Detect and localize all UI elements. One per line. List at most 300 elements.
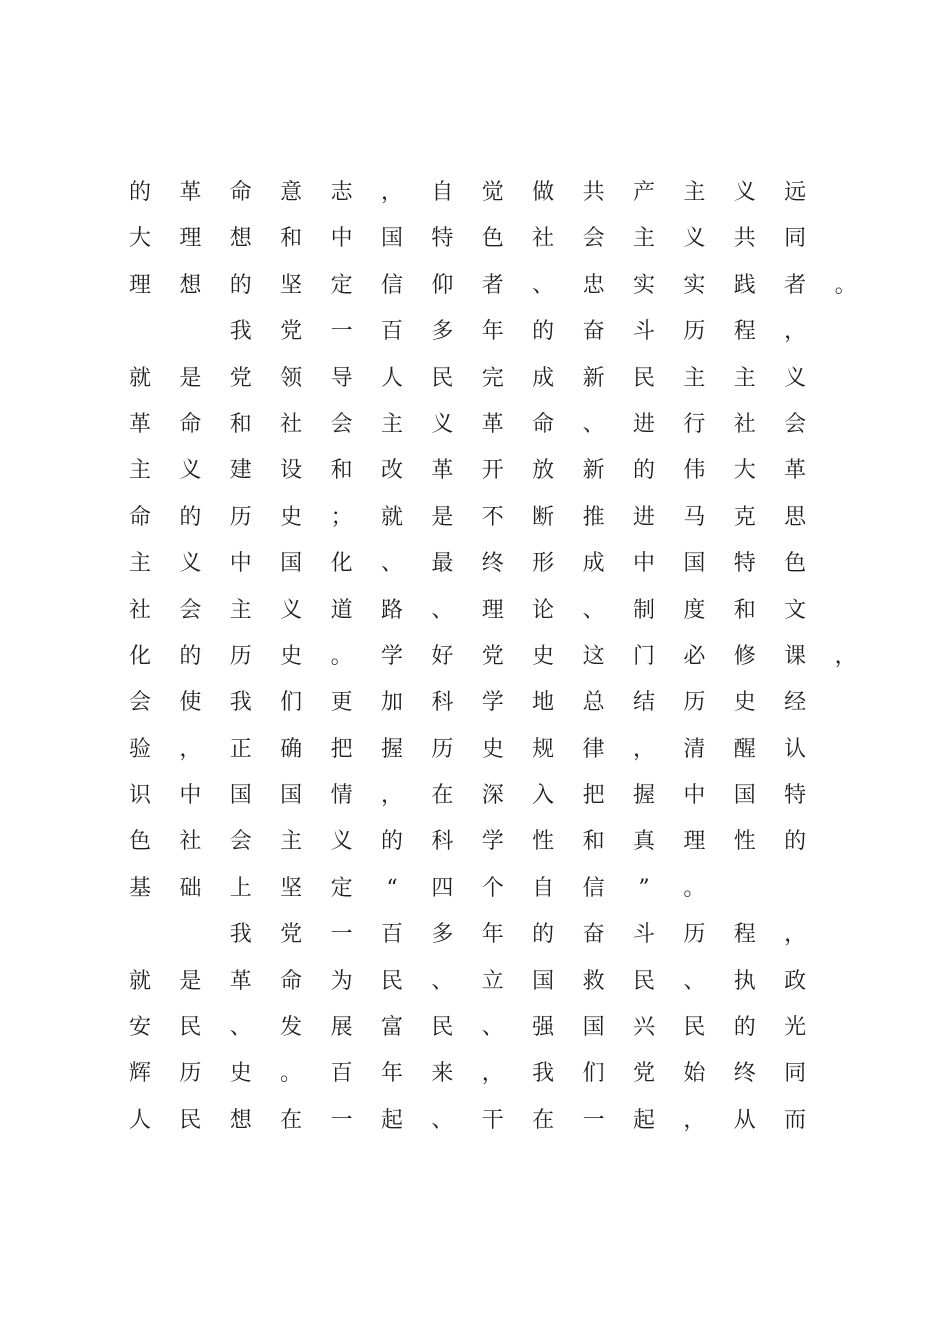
- text-char: 和: [330, 458, 353, 484]
- text-char: 光: [784, 1015, 807, 1041]
- text-char: 共: [733, 226, 756, 252]
- text-char: 年: [481, 319, 504, 345]
- text-char: 主: [128, 551, 151, 577]
- text-line: [130, 356, 850, 402]
- text-char: 中: [683, 783, 706, 809]
- text-char: 的: [179, 504, 202, 530]
- text-char: 、: [431, 968, 454, 994]
- text-char: 更: [330, 690, 353, 716]
- text-char: 奋: [582, 319, 605, 345]
- text-char: 国: [532, 968, 555, 994]
- text-char: 干: [481, 1107, 504, 1133]
- text-char: 多: [431, 319, 454, 345]
- text-char: 远: [784, 180, 807, 205]
- text-char: 党: [280, 922, 303, 948]
- text-char: 定: [330, 875, 353, 901]
- text-char: ”: [638, 875, 650, 901]
- text-line: [130, 588, 850, 634]
- text-char: 性: [733, 829, 756, 855]
- text-char: 主: [229, 597, 252, 623]
- text-char: 、: [431, 597, 454, 623]
- text-char: 百: [330, 1061, 353, 1087]
- text-char: 设: [280, 458, 303, 484]
- text-char: 主: [380, 411, 403, 437]
- text-char: 我: [229, 690, 252, 716]
- text-char: 主: [632, 226, 655, 252]
- text-char: 、: [532, 272, 555, 298]
- text-char: 握: [380, 736, 403, 762]
- text-char: 色: [128, 829, 151, 855]
- text-char: 历: [431, 736, 454, 762]
- text-char: 想: [179, 272, 202, 298]
- text-char: 觉: [481, 180, 504, 205]
- text-char: 四: [431, 875, 454, 901]
- text-char: 课: [784, 643, 807, 669]
- text-char: 会: [128, 690, 151, 716]
- text-char: 基: [128, 875, 151, 901]
- text-char: 党: [632, 1061, 655, 1087]
- text-char: 共: [582, 180, 605, 205]
- text-char: 百: [380, 319, 403, 345]
- text-char: 度: [683, 597, 706, 623]
- text-char: 我: [532, 1061, 555, 1087]
- text-char: 民: [179, 1107, 202, 1133]
- text-char: 而: [784, 1107, 807, 1133]
- text-char: 程: [733, 319, 756, 345]
- text-char: 的: [128, 180, 151, 205]
- text-char: 坚: [280, 875, 303, 901]
- text-char: 领: [280, 365, 303, 391]
- text-line: [130, 216, 850, 262]
- text-char: ，: [683, 1107, 706, 1133]
- text-char: 兴: [632, 1015, 655, 1041]
- text-char: 做: [532, 180, 555, 205]
- text-char: 民: [179, 1015, 202, 1041]
- text-char: 就: [380, 504, 403, 530]
- text-char: 坚: [280, 272, 303, 298]
- text-line: [130, 727, 850, 773]
- text-line: [130, 866, 850, 912]
- text-char: 加: [380, 690, 403, 716]
- text-char: 的: [632, 458, 655, 484]
- text-char: 。: [834, 272, 857, 298]
- text-char: 立: [481, 968, 504, 994]
- text-char: 、: [229, 1015, 252, 1041]
- text-char: 起: [380, 1107, 403, 1133]
- text-char: 大: [128, 226, 151, 252]
- text-char: 主: [683, 365, 706, 391]
- text-char: 、: [380, 551, 403, 577]
- text-char: 推: [582, 504, 605, 530]
- text-char: 主: [128, 458, 151, 484]
- text-char: 会: [582, 226, 605, 252]
- text-char: 地: [532, 690, 555, 716]
- text-char: 革: [481, 411, 504, 437]
- text-char: 强: [532, 1015, 555, 1041]
- text-char: 必: [683, 643, 706, 669]
- text-char: 执: [733, 968, 756, 994]
- text-char: 程: [733, 922, 756, 948]
- text-char: 克: [733, 504, 756, 530]
- text-line: [130, 309, 850, 355]
- text-char: 在: [280, 1107, 303, 1133]
- text-char: 马: [683, 504, 706, 530]
- text-char: 国: [733, 783, 756, 809]
- text-char: 革: [784, 458, 807, 484]
- text-char: 历: [229, 643, 252, 669]
- text-char: 把: [330, 736, 353, 762]
- text-char: 革: [179, 180, 202, 205]
- text-char: 信: [380, 272, 403, 298]
- text-char: 史: [733, 690, 756, 716]
- text-char: 导: [330, 365, 353, 391]
- text-char: 为: [330, 968, 353, 994]
- text-char: ；: [330, 504, 353, 530]
- text-char: 、: [481, 1015, 504, 1041]
- text-char: 中: [229, 551, 252, 577]
- text-char: 人: [128, 1107, 151, 1133]
- text-char: 门: [632, 643, 655, 669]
- text-char: 践: [733, 272, 756, 298]
- text-char: 自: [532, 875, 555, 901]
- text-char: 的: [229, 272, 252, 298]
- text-char: 命: [179, 411, 202, 437]
- text-char: 伟: [683, 458, 706, 484]
- text-char: 国: [380, 226, 403, 252]
- text-char: 完: [481, 365, 504, 391]
- text-char: 开: [481, 458, 504, 484]
- text-char: 实: [632, 272, 655, 298]
- text-char: 我: [229, 922, 252, 948]
- text-line: [130, 819, 850, 865]
- text-char: 国: [280, 783, 303, 809]
- text-char: 深: [481, 783, 504, 809]
- text-char: ，: [380, 783, 403, 809]
- text-char: 者: [481, 272, 504, 298]
- text-char: 理: [683, 829, 706, 855]
- text-line: [130, 1005, 850, 1051]
- text-char: 、: [582, 597, 605, 623]
- text-char: 富: [380, 1015, 403, 1041]
- text-char: 总: [582, 690, 605, 716]
- text-char: 科: [431, 829, 454, 855]
- text-char: 、: [431, 1107, 454, 1133]
- text-char: 是: [179, 365, 202, 391]
- text-char: ，: [380, 180, 403, 205]
- text-char: 最: [431, 551, 454, 577]
- text-char: 握: [632, 783, 655, 809]
- text-line: [130, 541, 850, 587]
- text-char: 行: [683, 411, 706, 437]
- text-char: ，: [834, 643, 857, 669]
- text-char: 使: [179, 690, 202, 716]
- text-char: 学: [481, 829, 504, 855]
- text-char: 想: [229, 226, 252, 252]
- text-char: 社: [128, 597, 151, 623]
- text-char: 一: [330, 922, 353, 948]
- text-line: [130, 773, 850, 819]
- text-char: 化: [128, 643, 151, 669]
- text-char: 识: [128, 783, 151, 809]
- text-char: 志: [330, 180, 353, 205]
- text-line: [130, 495, 850, 541]
- text-line: [128, 263, 857, 309]
- text-char: ，: [632, 736, 655, 762]
- text-char: 。: [280, 1061, 303, 1087]
- text-char: 路: [380, 597, 403, 623]
- text-char: 的: [532, 922, 555, 948]
- text-char: 新: [582, 365, 605, 391]
- text-line: [130, 959, 850, 1005]
- text-char: 认: [784, 736, 807, 762]
- text-char: 一: [330, 1107, 353, 1133]
- text-char: 历: [229, 504, 252, 530]
- text-char: 信: [582, 875, 605, 901]
- text-char: 上: [229, 875, 252, 901]
- text-char: 建: [229, 458, 252, 484]
- text-char: 史: [280, 643, 303, 669]
- text-char: 仰: [431, 272, 454, 298]
- text-char: ，: [179, 736, 202, 762]
- text-char: 的: [733, 1015, 756, 1041]
- text-char: 历: [683, 319, 706, 345]
- text-char: 定: [330, 272, 353, 298]
- text-char: 不: [481, 504, 504, 530]
- text-char: 会: [179, 597, 202, 623]
- text-char: 义: [733, 180, 756, 205]
- text-char: 从: [733, 1107, 756, 1133]
- text-char: 社: [280, 411, 303, 437]
- text-char: 验: [128, 736, 151, 762]
- text-char: 。: [330, 643, 353, 669]
- text-char: 命: [532, 411, 555, 437]
- text-char: 多: [431, 922, 454, 948]
- text-char: 理: [179, 226, 202, 252]
- text-char: 色: [784, 551, 807, 577]
- text-char: ，: [784, 922, 807, 948]
- text-char: 革: [128, 411, 151, 437]
- text-char: 人: [380, 365, 403, 391]
- text-char: 党: [280, 319, 303, 345]
- text-char: 革: [229, 968, 252, 994]
- text-char: 在: [532, 1107, 555, 1133]
- text-char: 同: [784, 1061, 807, 1087]
- text-char: 化: [330, 551, 353, 577]
- text-char: 主: [280, 829, 303, 855]
- text-char: 民: [632, 365, 655, 391]
- text-line: [130, 1098, 850, 1144]
- text-char: 新: [582, 458, 605, 484]
- text-line: [130, 402, 850, 448]
- text-char: 终: [733, 1061, 756, 1087]
- text-char: 制: [632, 597, 655, 623]
- text-line: [130, 170, 850, 216]
- text-char: 历: [683, 690, 706, 716]
- text-char: 会: [330, 411, 353, 437]
- text-char: 一: [330, 319, 353, 345]
- text-char: 们: [280, 690, 303, 716]
- text-char: 国: [229, 783, 252, 809]
- text-char: 百: [380, 922, 403, 948]
- text-char: 科: [431, 690, 454, 716]
- text-char: 民: [431, 365, 454, 391]
- text-char: 我: [229, 319, 252, 345]
- text-char: 础: [179, 875, 202, 901]
- text-char: 进: [632, 504, 655, 530]
- text-char: 好: [431, 643, 454, 669]
- text-char: 安: [128, 1015, 151, 1041]
- text-char: 断: [532, 504, 555, 530]
- text-char: 史: [532, 643, 555, 669]
- text-line: [130, 912, 850, 958]
- text-char: 放: [532, 458, 555, 484]
- text-char: 论: [532, 597, 555, 623]
- text-char: 救: [582, 968, 605, 994]
- text-char: 是: [431, 504, 454, 530]
- text-char: 展: [330, 1015, 353, 1041]
- text-char: 成: [532, 365, 555, 391]
- text-char: 同: [784, 226, 807, 252]
- text-char: 奋: [582, 922, 605, 948]
- text-char: 终: [481, 551, 504, 577]
- text-char: 进: [632, 411, 655, 437]
- text-char: 是: [179, 968, 202, 994]
- text-char: 确: [280, 736, 303, 762]
- text-char: 正: [229, 736, 252, 762]
- text-char: 思: [784, 504, 807, 530]
- text-char: 理: [481, 597, 504, 623]
- text-char: 国: [280, 551, 303, 577]
- text-char: 和: [280, 226, 303, 252]
- text-char: 历: [179, 1061, 202, 1087]
- text-char: 来: [431, 1061, 454, 1087]
- text-char: 民: [632, 968, 655, 994]
- text-char: 和: [229, 411, 252, 437]
- text-char: 、: [582, 411, 605, 437]
- text-char: 发: [280, 1015, 303, 1041]
- text-char: 社: [179, 829, 202, 855]
- text-char: 和: [582, 829, 605, 855]
- text-char: 道: [330, 597, 353, 623]
- text-char: 起: [632, 1107, 655, 1133]
- text-char: 命: [128, 504, 151, 530]
- text-char: 想: [229, 1107, 252, 1133]
- text-char: 规: [532, 736, 555, 762]
- text-char: 结: [632, 690, 655, 716]
- text-char: 真: [632, 829, 655, 855]
- text-char: 把: [582, 783, 605, 809]
- text-char: 性: [532, 829, 555, 855]
- text-char: 的: [380, 829, 403, 855]
- text-char: 色: [481, 226, 504, 252]
- text-char: 社: [532, 226, 555, 252]
- text-char: 义: [431, 411, 454, 437]
- text-char: 主: [733, 365, 756, 391]
- text-char: 义: [179, 458, 202, 484]
- text-char: 就: [128, 968, 151, 994]
- text-char: 年: [380, 1061, 403, 1087]
- text-char: 特: [784, 783, 807, 809]
- text-char: 形: [532, 551, 555, 577]
- text-char: 命: [280, 968, 303, 994]
- text-char: 义: [784, 365, 807, 391]
- text-char: 意: [280, 180, 303, 205]
- text-char: 们: [582, 1061, 605, 1087]
- text-char: 中: [632, 551, 655, 577]
- text-char: “: [386, 875, 398, 901]
- text-char: 实: [683, 272, 706, 298]
- text-char: 改: [380, 458, 403, 484]
- text-char: 醒: [733, 736, 756, 762]
- text-char: 特: [733, 551, 756, 577]
- text-char: 国: [683, 551, 706, 577]
- text-char: 会: [229, 829, 252, 855]
- text-char: 义: [683, 226, 706, 252]
- text-char: 和: [733, 597, 756, 623]
- text-char: 经: [784, 690, 807, 716]
- text-char: 史: [481, 736, 504, 762]
- text-line: [128, 634, 857, 680]
- text-char: 义: [280, 597, 303, 623]
- text-char: ，: [481, 1061, 504, 1087]
- body-text: [128, 170, 857, 1144]
- text-char: 情: [330, 783, 353, 809]
- text-char: 学: [481, 690, 504, 716]
- text-char: 斗: [632, 922, 655, 948]
- text-char: 史: [280, 504, 303, 530]
- text-char: 政: [784, 968, 807, 994]
- text-char: 忠: [582, 272, 605, 298]
- text-char: 。: [683, 875, 706, 901]
- text-char: 主: [683, 180, 706, 205]
- text-char: 民: [683, 1015, 706, 1041]
- text-char: ，: [784, 319, 807, 345]
- text-char: 自: [431, 180, 454, 205]
- text-char: 国: [582, 1015, 605, 1041]
- text-char: 会: [784, 411, 807, 437]
- text-char: 的: [179, 643, 202, 669]
- text-char: 这: [582, 643, 605, 669]
- text-char: 文: [784, 597, 807, 623]
- text-char: 始: [683, 1061, 706, 1087]
- text-char: 、: [683, 968, 706, 994]
- text-char: 成: [582, 551, 605, 577]
- text-char: 学: [380, 643, 403, 669]
- text-char: 大: [733, 458, 756, 484]
- text-char: 律: [582, 736, 605, 762]
- text-char: 民: [380, 968, 403, 994]
- text-char: 历: [683, 922, 706, 948]
- text-char: 斗: [632, 319, 655, 345]
- text-char: 的: [532, 319, 555, 345]
- text-char: 年: [481, 922, 504, 948]
- text-char: 史: [229, 1061, 252, 1087]
- text-char: 一: [582, 1107, 605, 1133]
- text-line: [130, 680, 850, 726]
- text-line: [130, 1051, 850, 1097]
- text-char: 党: [481, 643, 504, 669]
- text-char: 民: [431, 1015, 454, 1041]
- text-char: 入: [532, 783, 555, 809]
- text-char: 者: [784, 272, 807, 298]
- text-char: 就: [128, 365, 151, 391]
- text-line: [130, 448, 850, 494]
- text-char: 产: [632, 180, 655, 205]
- text-char: 中: [179, 783, 202, 809]
- text-char: 辉: [128, 1061, 151, 1087]
- text-char: 个: [481, 875, 504, 901]
- text-char: 理: [128, 272, 151, 298]
